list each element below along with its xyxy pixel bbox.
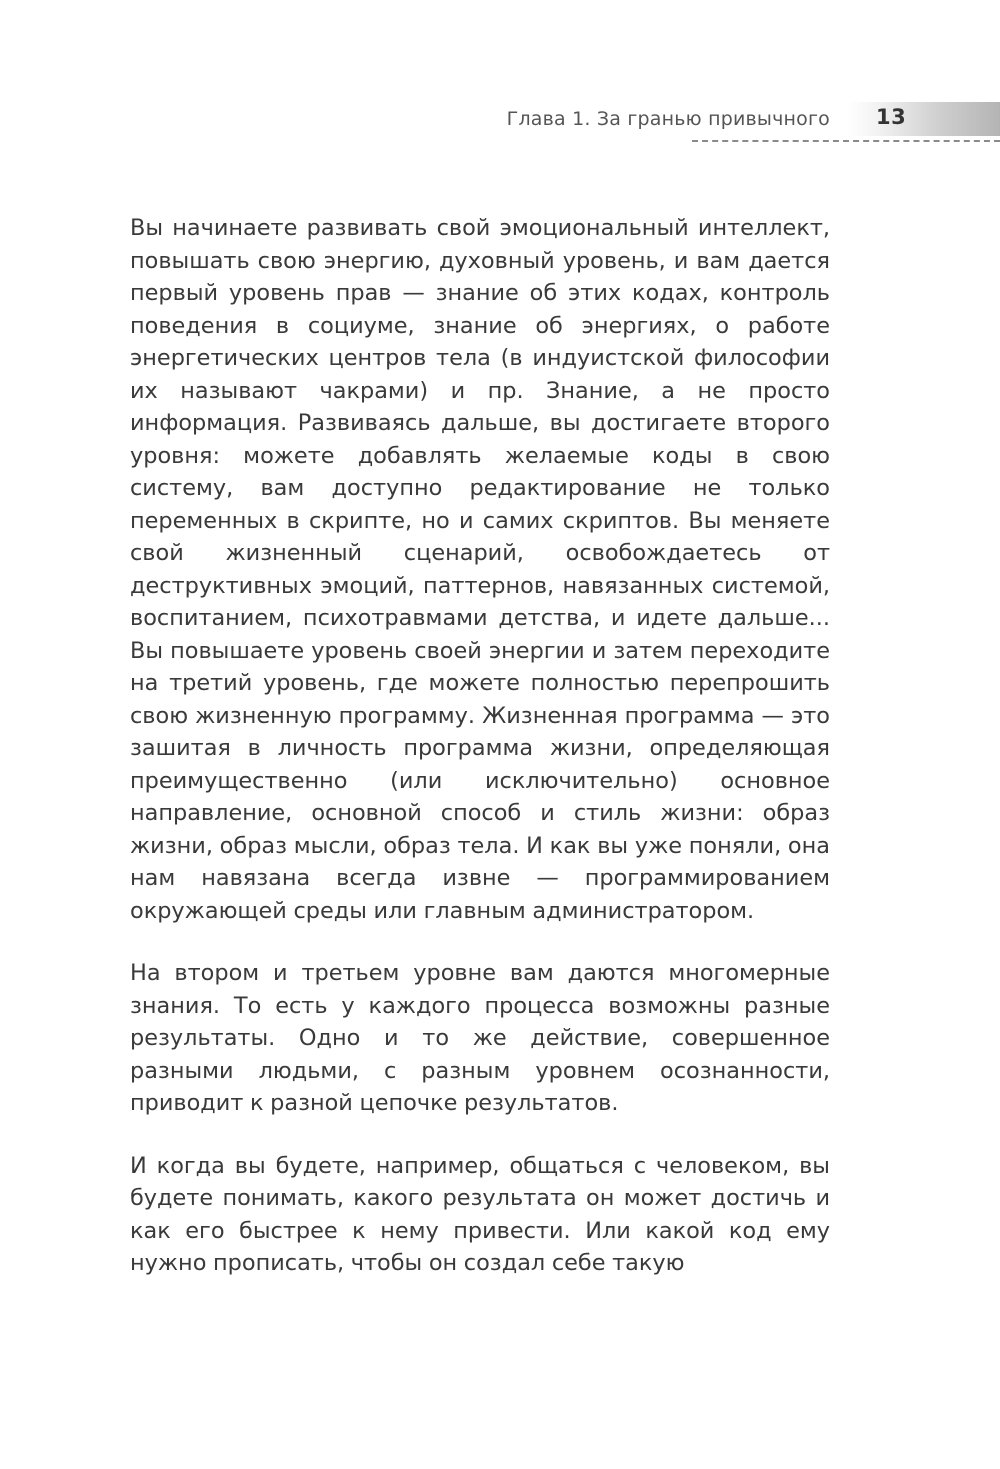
chapter-title: Глава 1. За гранью привычного <box>506 108 830 130</box>
paragraph-2: На втором и третьем уровне вам даются многомерные знания. То есть у каждого процесса возможны разные результаты. Одно и то же действие, совершенное разными людьми, с разным уровнем осознанности, приводит к разной цепочке результатов. <box>130 960 830 1116</box>
paragraph-1: Вы начинаете развивать свой эмоциональный интеллект, повышать свою энергию, духовный уровень, и вам дается первый уровень прав — знание об этих кодах, контроль поведения в социуме, знание об энергиях, о работе энергетических центров тела (в индуистской философии их называют чакрами) и пр. Знание, а не просто информация. Развиваясь дальше, вы достигаете второго уровня: можете добавлять желаемые коды в свою систему, вам доступно редактирование не только переменных в скрипте, но и самих скриптов. Вы меняете свой жизненный сценарий, освобождаетесь от деструктивных эмоций, паттернов, навязанных системой, воспитанием, психотравмами детства, и идете дальше... Вы повышаете уровень своей энергии и затем переходите на третий уровень, где можете полностью перепрошить свою жизненную программу. Жизненная программа — это зашитая в личность программа жизни, определяющая преимущественно (или исключительно) основное направление, основной способ и стиль жизни: образ жизни, образ мысли, образ тела. И как вы уже поняли, она нам навязана всегда извне — программированием окружающей среды или главным администратором. <box>130 215 830 924</box>
page-number-tab <box>848 102 1000 136</box>
running-header <box>0 96 1000 146</box>
page-number: 13 <box>876 105 907 129</box>
body-text <box>130 212 830 1310</box>
paragraph-3: И когда вы будете, например, общаться с человеком, вы будете понимать, какого результата он может достичь и как его быстрее к нему привести. Или какой код ему нужно прописать, чтобы он создал себе такую <box>130 1152 830 1276</box>
header-dashed-rule <box>692 140 1000 142</box>
